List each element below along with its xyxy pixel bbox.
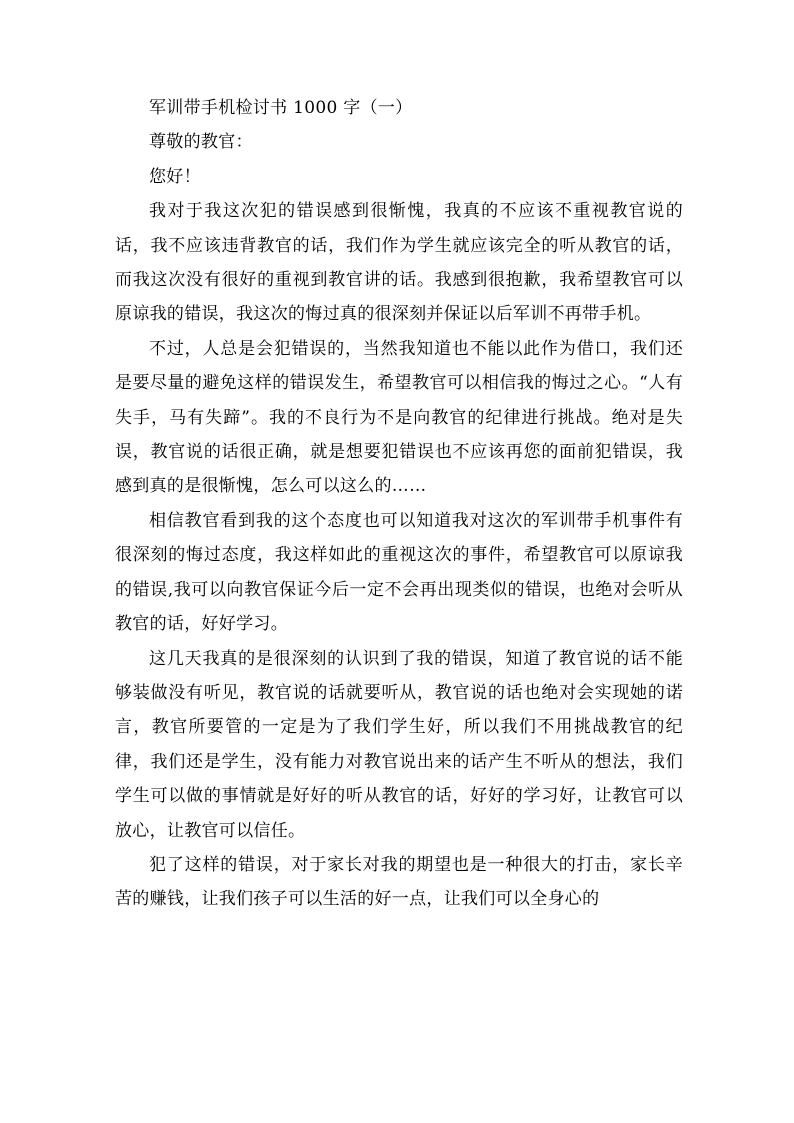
document-body bbox=[115, 91, 683, 917]
paragraph-5: 犯了这样的错误，对于家长对我的期望也是一种很大的打击，家长辛苦的赚钱，让我们孩子可以生活的好一点，让我们可以全身心的 bbox=[115, 854, 683, 910]
paragraph-3: 相信教官看到我的这个态度也可以知道我对这次的军训带手机事件有很深刻的悔过态度，我这样如此的重视这次的事件，希望教官可以原谅我的错误,我可以向教官保证今后一定不会再出现类似的错误，也绝对会听从教官的话，好好学习。 bbox=[115, 510, 683, 635]
paragraph-1: 我对于我这次犯的错误感到很惭愧，我真的不应该不重视教官说的话，我不应该违背教官的话，我们作为学生就应该完全的听从教官的话，而我这次没有很好的重视到教官讲的话。我感到很抱歉，我希望教官可以原谅我的错误，我这次的悔过真的很深刻并保证以后军训不再带手机。 bbox=[115, 201, 683, 325]
paragraph-2: 不过，人总是会犯错误的，当然我知道也不能以此作为借口，我们还是要尽量的避免这样的错误发生，希望教官可以相信我的悔过之心。“人有失手，马有失蹄”。我的不良行为不是向教官的纪律进行挑战。绝对是失误，教官说的话很正确，就是想要犯错误也不应该再您的面前犯错误，我感到真的是很惭愧，怎么可以这么的…… bbox=[115, 338, 683, 497]
paragraph-4: 这几天我真的是很深刻的认识到了我的错误，知道了教官说的话不能够装做没有听见，教官说的话就要听从，教官说的话也绝对会实现她的诺言，教官所要管的一定是为了我们学生好，所以我们不用挑战教官的纪律，我们还是学生，没有能力对教官说出来的话产生不听从的想法，我们学生可以做的事情就是好好的听从教官的话，好好的学习好，让教官可以放心，让教官可以信任。 bbox=[115, 648, 683, 841]
document-title: 军训带手机检讨书 1000 字（一） bbox=[149, 98, 413, 118]
salutation: 尊敬的教官： bbox=[149, 132, 253, 153]
greeting: 您好！ bbox=[149, 166, 201, 187]
